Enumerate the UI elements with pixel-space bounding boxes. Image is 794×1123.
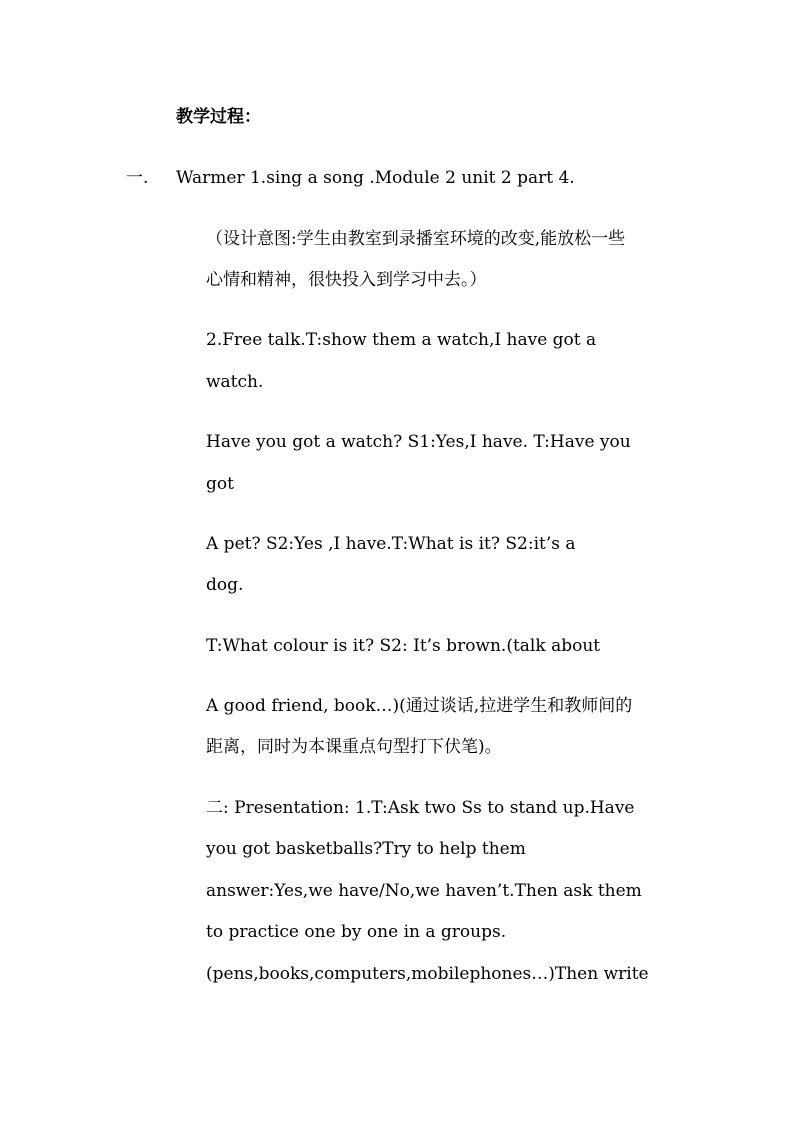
text-line: (pens,books,computers,mobilephones…)Then write: [206, 964, 649, 984]
text-line: to practice one by one in a groups.: [206, 922, 507, 942]
text-line: Have you got a watch? S1:Yes,I have. T:Have you: [206, 432, 631, 452]
heading: 教学过程：: [176, 107, 261, 127]
section-one-title: Warmer 1.sing a song .Module 2 unit 2 part 4.: [176, 168, 575, 188]
text-line: 心情和精神，很快投入到学习中去。）: [206, 270, 487, 290]
text-line: 二: Presentation: 1.T:Ask two Ss to stand up.Have: [206, 798, 635, 818]
text-line: A good friend, book…)(通过谈话,拉进学生和教师间的: [206, 696, 633, 716]
text-line: answer:Yes,we have/No,we haven’t.Then ask them: [206, 881, 642, 901]
text-line: watch.: [206, 372, 264, 392]
text-line: （设计意图:学生由教室到录播室环境的改变,能放松一些: [206, 229, 626, 249]
text-line: dog.: [206, 575, 244, 595]
text-line: you got basketballs?Try to help them: [206, 839, 526, 859]
text-line: T:What colour is it? S2: It’s brown.(talk about: [206, 636, 601, 656]
text-line: 距离，同时为本课重点句型打下伏笔)。: [206, 737, 502, 757]
text-line: 2.Free talk.T:show them a watch,I have got a: [206, 330, 597, 350]
text-line: A pet? S2:Yes ,I have.T:What is it? S2:it’s a: [206, 534, 576, 554]
section-one-marker: 一.: [126, 168, 149, 188]
text-line: got: [206, 474, 234, 494]
